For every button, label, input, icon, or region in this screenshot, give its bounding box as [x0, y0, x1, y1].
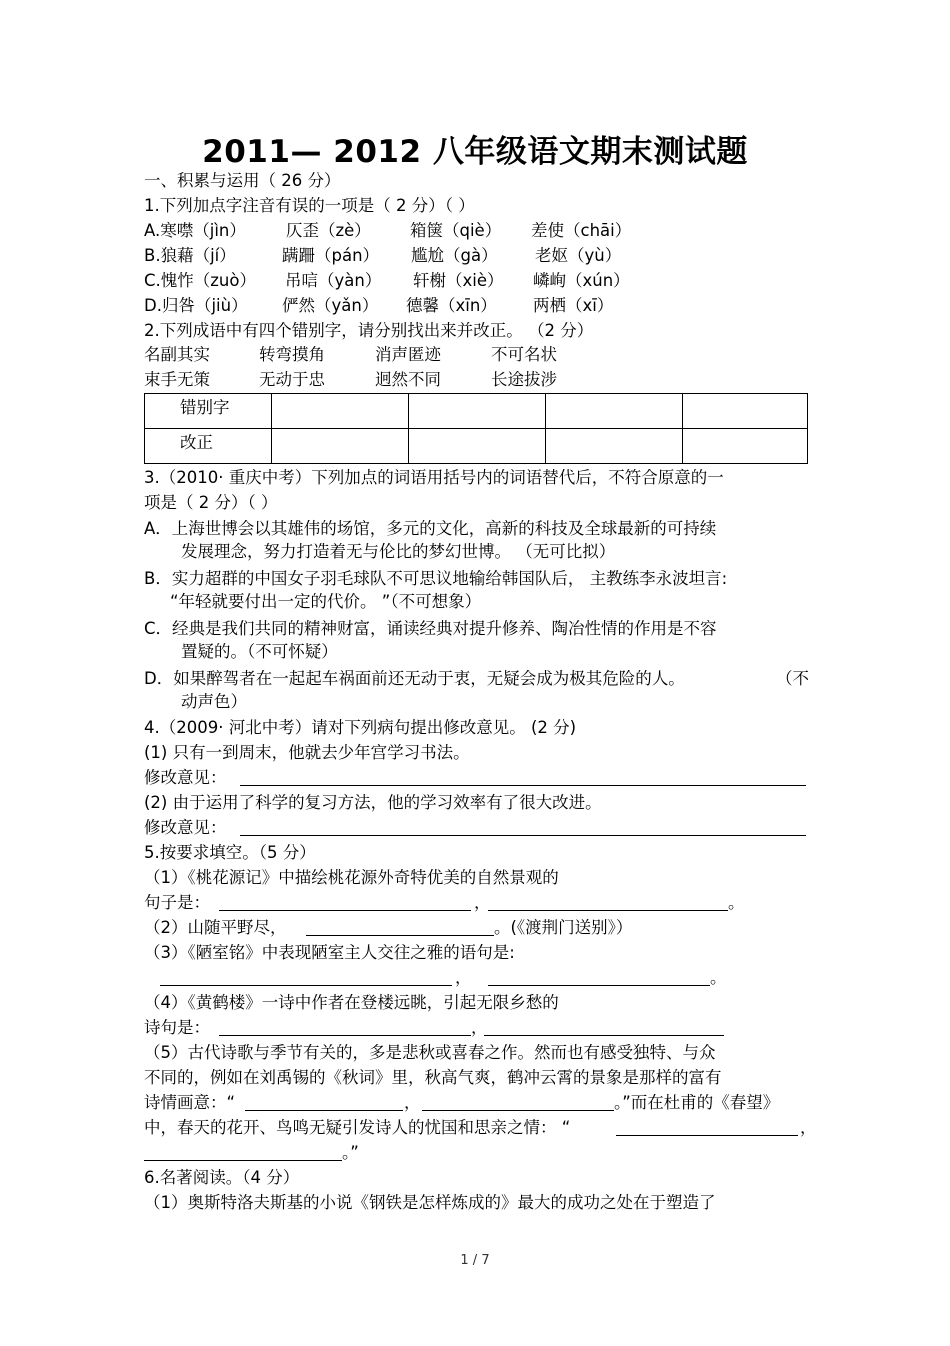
q3-option-b-cont: “年轻就要付出一定的代价。 ”（不可想象）	[170, 592, 482, 611]
question-3-stem-cont: 项是（ 2 分）（ ）	[144, 493, 278, 512]
q2-idioms-row-1: 名副其实 转弯摸角 消声匿迹 不可名状	[144, 345, 557, 364]
q4-fix-label-2: 修改意见：	[144, 818, 227, 837]
q5-answer-line[interactable]	[484, 1019, 724, 1036]
q5-item-2: （2）山随平野尽，	[144, 918, 287, 937]
q5-item-5: （5）古代诗歌与季节有关的，多是悲秋或喜春之作。然而也有感受独特、与众	[144, 1043, 716, 1062]
q5-item-5-source: 。”而在杜甫的《春望》	[614, 1093, 780, 1112]
question-5-stem: 5.按要求填空。（5 分）	[144, 843, 316, 862]
q3-option-d-cont: 动声色）	[181, 692, 247, 711]
q5-item-1: （1）《桃花源记》中描绘桃花源外奇特优美的自然景观的	[144, 868, 559, 887]
q1-option-b: B.狼藉（jí） 蹒跚（pán） 尴尬（gà） 老妪（yù）	[144, 246, 622, 265]
q5-item-5-prompt: 诗情画意：“	[144, 1093, 236, 1112]
answer-cell[interactable]	[683, 429, 808, 464]
q5-answer-line[interactable]	[219, 894, 471, 911]
q5-item-5-cont: 不同的，例如在刘禹锡的《秋词》里，秋高气爽，鹤冲云霄的景象是那样的富有	[144, 1068, 722, 1087]
comma: ，	[800, 1118, 817, 1137]
section-heading: 一、积累与运用（ 26 分）	[144, 171, 341, 190]
comma: ，	[455, 968, 472, 987]
comma: ，	[474, 893, 491, 912]
q5-item-4: （4）《黄鹤楼》一诗中作者在登楼远眺，引起无限乡愁的	[144, 993, 559, 1012]
comma: ，	[471, 1018, 488, 1037]
q5-item-2-source: 。(《渡荆门送别》）	[494, 918, 633, 937]
question-4-stem: 4.（2009· 河北中考）请对下列病句提出修改意见。 (2 分)	[144, 718, 577, 737]
q3-option-d: D．如果醉驾者在一起起车祸面前还无动于衷，无疑会成为极其危险的人。	[144, 669, 685, 688]
q5-item-3: （3）《陋室铭》中表现陋室主人交往之雅的语句是:	[144, 943, 515, 962]
q3-option-c: C．经典是我们共同的精神财富，诵读经典对提升修养、陶冶性情的作用是不容	[144, 619, 717, 638]
q4-sentence-2: (2) 由于运用了科学的复习方法，他的学习效率有了很大改进。	[144, 793, 602, 812]
closing-quote: 。”	[342, 1143, 359, 1162]
q6-item-1: （1）奥斯特洛夫斯基的小说《钢铁是怎样炼成的》最大的成功之处在于塑造了	[144, 1193, 716, 1212]
table-label-wrong: 错别字	[145, 394, 272, 429]
page-number: 1 / 7	[460, 1253, 490, 1268]
correction-table	[144, 393, 808, 464]
q4-answer-line-1[interactable]	[240, 769, 806, 786]
table-label-fix: 改正	[145, 429, 272, 464]
answer-cell[interactable]	[272, 429, 409, 464]
table-row	[145, 394, 808, 429]
q3-option-b: B．实力超群的中国女子羽毛球队不可思议地输给韩国队后， 主教练李永波坦言:	[144, 569, 728, 588]
question-2-stem: 2.下列成语中有四个错别字，请分别找出来并改正。 （2 分）	[144, 321, 594, 340]
q5-item-5-prompt-2: 中，春天的花开、鸟鸣无疑引发诗人的忧国和思亲之情： “	[144, 1118, 571, 1137]
page-title: 2011— 2012 八年级语文期末测试题	[202, 134, 748, 170]
period: 。	[710, 968, 727, 987]
q3-option-a: A．上海世博会以其雄伟的场馆，多元的文化，高新的科技及全球最新的可持续	[144, 519, 717, 538]
q3-option-d-tail: （不	[776, 669, 809, 688]
answer-cell[interactable]	[683, 394, 808, 429]
q5-item-1-label: 句子是：	[144, 893, 210, 912]
q1-option-d: D.归咎（jiù） 俨然（yǎn） 德馨（xīn） 两栖（xī）	[144, 296, 614, 315]
q5-answer-line[interactable]	[422, 1094, 614, 1111]
q5-answer-line[interactable]	[219, 1019, 471, 1036]
answer-cell[interactable]	[546, 429, 683, 464]
answer-cell[interactable]	[272, 394, 409, 429]
comma: ，	[404, 1093, 421, 1112]
q2-idioms-row-2: 束手无策 无动于忠 迥然不同 长途拔涉	[144, 370, 557, 389]
q3-option-a-cont: 发展理念，努力打造着无与伦比的梦幻世博。 （无可比拟）	[181, 542, 616, 561]
table-row	[145, 429, 808, 464]
q4-sentence-1: (1) 只有一到周末，他就去少年宫学习书法。	[144, 743, 470, 762]
q5-answer-line[interactable]	[144, 1144, 342, 1161]
q5-answer-line[interactable]	[616, 1119, 798, 1136]
q5-answer-line[interactable]	[488, 969, 710, 986]
q4-fix-label-1: 修改意见：	[144, 768, 227, 787]
q1-option-c: C.愧怍（zuò） 吊唁（yàn） 轩榭（xiè） 嶙峋（xún）	[144, 271, 630, 290]
answer-cell[interactable]	[409, 394, 546, 429]
question-3-stem: 3.（2010· 重庆中考）下列加点的词语用括号内的词语替代后，不符合原意的一	[144, 468, 724, 487]
question-1-stem: 1.下列加点字注音有误的一项是（ 2 分）（ ）	[144, 196, 475, 215]
question-6-stem: 6.名著阅读。（4 分）	[144, 1168, 300, 1187]
q1-option-a: A.寒噤（jìn） 仄歪（zè） 箱箧（qiè） 差使（chāi）	[144, 221, 632, 240]
q5-answer-line[interactable]	[488, 894, 728, 911]
q3-option-c-cont: 置疑的。（不可怀疑）	[181, 642, 338, 661]
q5-answer-line[interactable]	[245, 1094, 403, 1111]
q5-item-4-label: 诗句是：	[144, 1018, 210, 1037]
q4-answer-line-2[interactable]	[240, 819, 806, 836]
q5-answer-line[interactable]	[306, 919, 494, 936]
answer-cell[interactable]	[546, 394, 683, 429]
period: 。	[728, 893, 745, 912]
answer-cell[interactable]	[409, 429, 546, 464]
q5-answer-line[interactable]	[160, 969, 452, 986]
